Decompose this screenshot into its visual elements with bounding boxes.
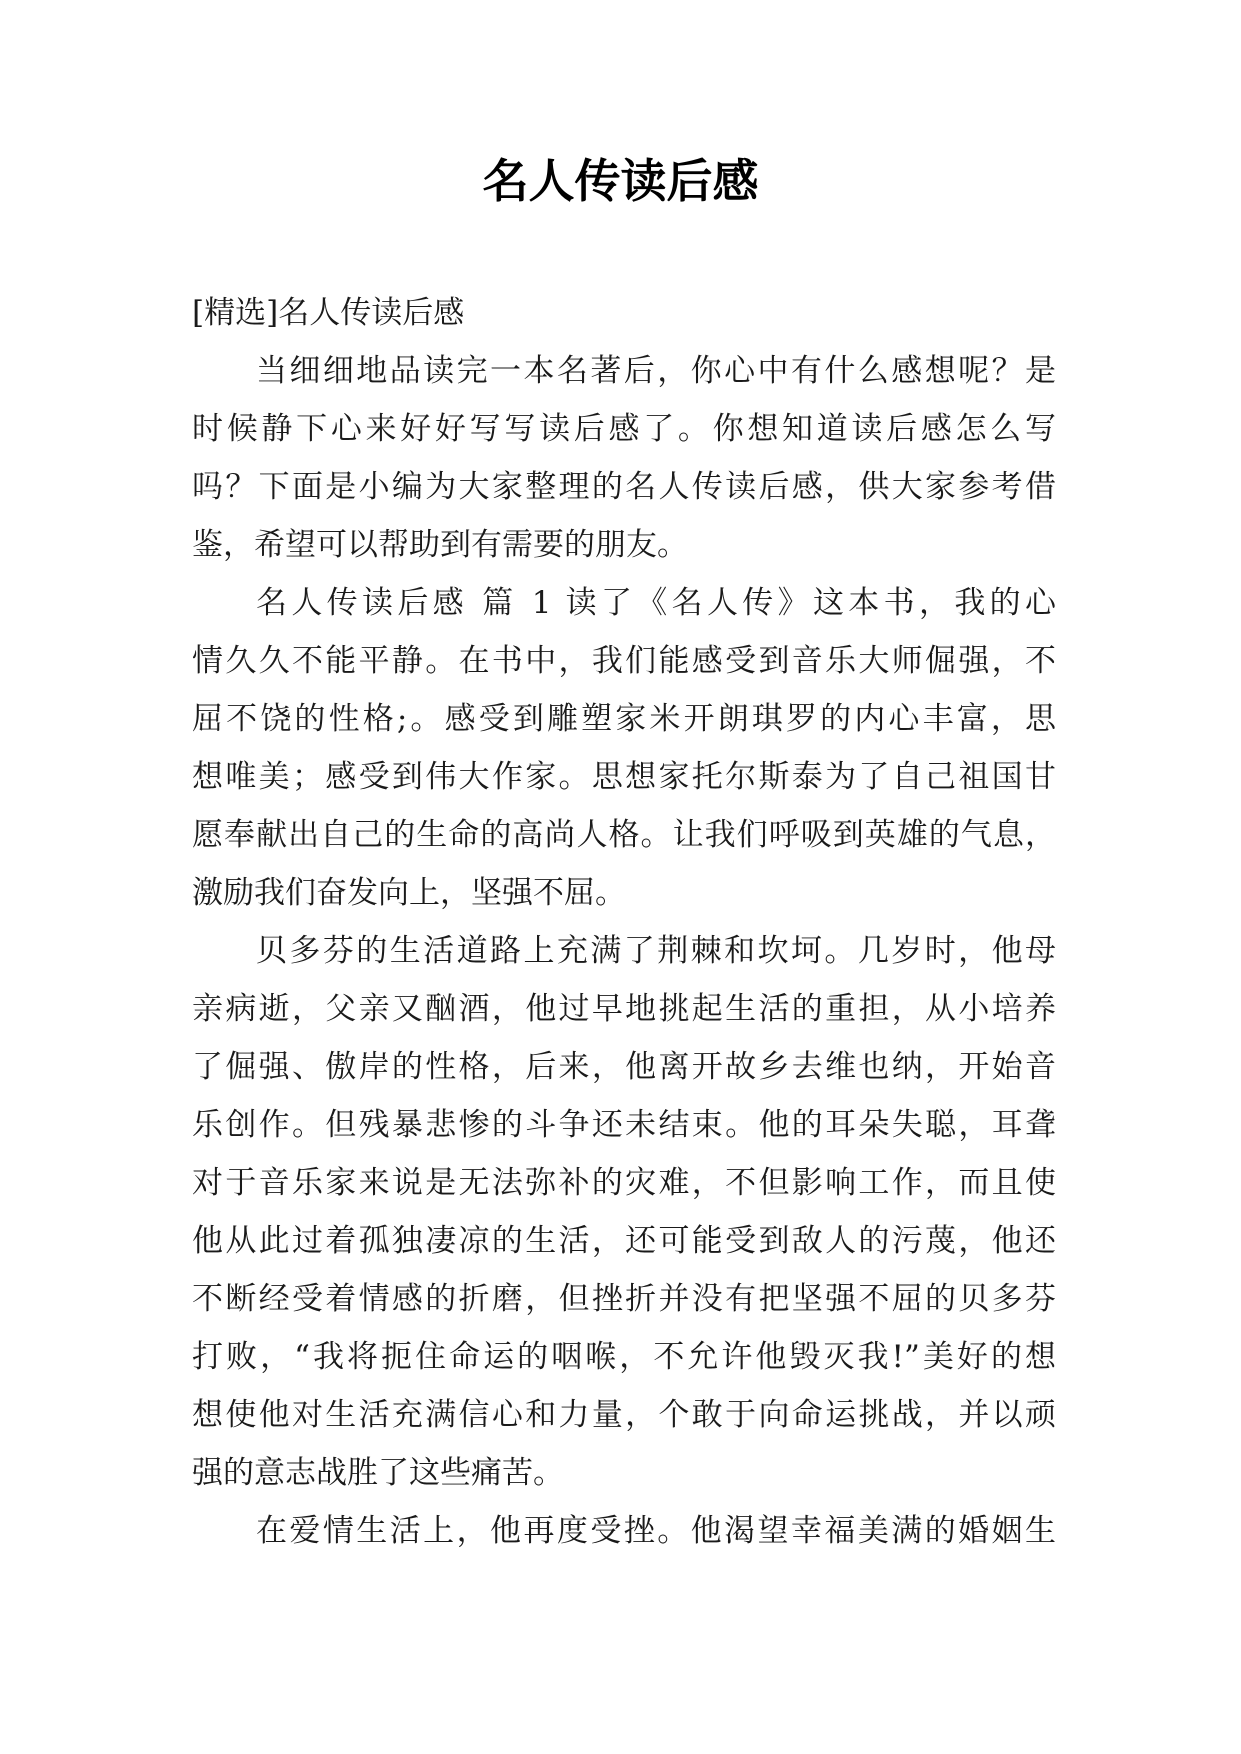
text-line: 乐创作。但残暴悲惨的斗争还未结束。他的耳朵失聪，耳聋 xyxy=(192,1107,1056,1143)
document-title: 名人传读后感 xyxy=(482,154,759,208)
text-line: 吗？下面是小编为大家整理的名人传读后感，供大家参考借 xyxy=(192,469,1056,505)
document-body xyxy=(192,284,1056,1560)
text-line: 屈不饶的性格;。感受到雕塑家米开朗琪罗的内心丰富，思 xyxy=(192,701,1056,737)
text-line: 时候静下心来好好写写读后感了。你想知道读后感怎么写 xyxy=(192,411,1056,447)
text-line: 他从此过着孤独凄凉的生活，还可能受到敌人的污蔑，他还 xyxy=(192,1223,1056,1259)
text-line: 对于音乐家来说是无法弥补的灾难，不但影响工作，而且使 xyxy=(192,1165,1056,1201)
text-line: 贝多芬的生活道路上充满了荆棘和坎坷。几岁时，他母 xyxy=(256,933,1056,969)
text-line: 愿奉献出自己的生命的高尚人格。让我们呼吸到英雄的气息， xyxy=(192,817,1056,853)
text-line: 亲病逝，父亲又酗酒，他过早地挑起生活的重担，从小培养 xyxy=(192,991,1056,1027)
text-line: 了倔强、傲岸的性格，后来，他离开故乡去维也纳，开始音 xyxy=(192,1049,1056,1085)
text-line: 在爱情生活上，他再度受挫。他渴望幸福美满的婚姻生 xyxy=(256,1513,1056,1549)
text-line: 想使他对生活充满信心和力量，个敢于向命运挑战，并以顽 xyxy=(192,1397,1056,1433)
text-line: [精选]名人传读后感 xyxy=(192,295,465,331)
text-line: 激励我们奋发向上，坚强不屈。 xyxy=(192,875,626,911)
text-line: 想唯美；感受到伟大作家。思想家托尔斯泰为了自己祖国甘 xyxy=(192,759,1056,795)
text-line: 情久久不能平静。在书中，我们能感受到音乐大师倔强，不 xyxy=(192,643,1056,679)
text-line: 打败，“我将扼住命运的咽喉，不允许他毁灭我!”美好的想 xyxy=(192,1339,1056,1375)
text-line: 当细细地品读完一本名著后，你心中有什么感想呢？是 xyxy=(256,353,1056,389)
text-line: 鉴，希望可以帮助到有需要的朋友。 xyxy=(192,527,688,563)
text-line: 不断经受着情感的折磨，但挫折并没有把坚强不屈的贝多芬 xyxy=(192,1281,1056,1317)
text-line: 强的意志战胜了这些痛苦。 xyxy=(192,1455,564,1491)
text-line: 名人传读后感 篇 1 读了《名人传》这本书，我的心 xyxy=(256,585,1056,621)
